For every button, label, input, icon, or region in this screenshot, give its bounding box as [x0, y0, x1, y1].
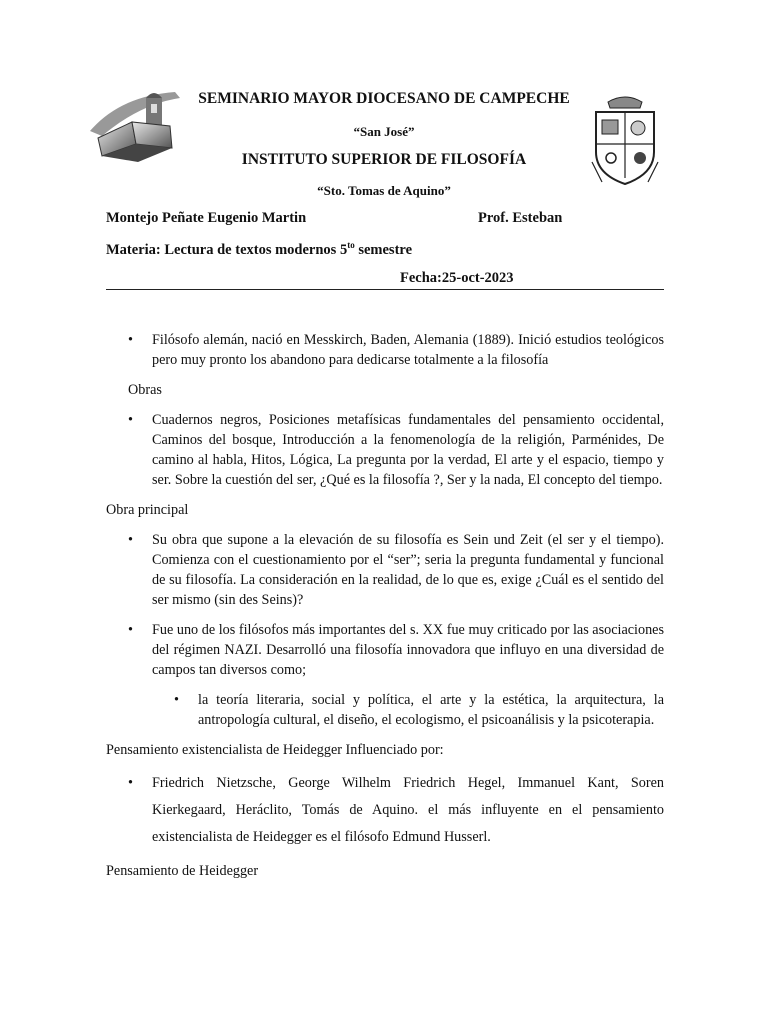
document-body: [106, 330, 664, 891]
institute-subtitle: “Sto. Tomas de Aquino”: [317, 183, 451, 198]
professor-name: Prof. Esteban: [478, 210, 563, 226]
influences-heading: Pensamiento existencialista de Heidegger Influenciado por:: [106, 742, 444, 758]
main-work-heading: Obra principal: [106, 502, 189, 518]
thought-heading: Pensamiento de Heidegger: [106, 863, 259, 879]
works-heading: Obras: [128, 382, 162, 398]
date: Fecha:25-oct-2023: [400, 270, 514, 286]
main-work-paragraph: • Su obra que supone a la elevación de su filosofía es Sein und Zeit (el ser y el tiempo). Comienza con el cuestionamiento por el “ser”; seria la pregunta fundamental y funcional de su filosofía. La consideración en la realidad, de lo que es, exige ¿Cuál es el sentido del ser mismo (sin des Seins)?: [106, 530, 664, 610]
student-name: Montejo Peñate Eugenio Martin: [106, 210, 307, 226]
institute-name: INSTITUTO SUPERIOR DE FILOSOFÍA: [241, 151, 527, 168]
fields-paragraph: • la teoría literaria, social y política, el arte y la estética, la arquitectura, la antropología cultural, el diseño, el ecologismo, el psicoanálisis y la psicoterapia.: [106, 690, 664, 730]
bio-paragraph: • Filósofo alemán, nació en Messkirch, Baden, Alemania (1889). Inició estudios teológicos pero muy pronto los abandono para dedicarse totalmente a la filosofía: [106, 330, 664, 370]
institution-subtitle: “San José”: [353, 124, 415, 139]
works-paragraph: • Cuadernos negros, Posiciones metafísicas fundamentales del pensamiento occidental, Caminos del bosque, Introducción a la fenomenología de la religión, Parménides, De camino al habla, Hitos, Lógica, La pregunta por la verdad, El arte y el espacio, tiempo y ser. Sobre la cuestión del ser, ¿Qué es la filosofía ?, Ser y la nada, El concepto del tiempo.: [106, 410, 664, 490]
influences-paragraph: • Friedrich Nietzsche, George Wilhelm Friedrich Hegel, Immanuel Kant, Soren Kierkegaard, Heráclito, Tomás de Aquino. el más influyente en el pensamiento existencialista de Heidegger es el filósofo Edmund Husserl.: [106, 770, 664, 851]
importance-paragraph: • Fue uno de los filósofos más importantes del s. XX fue muy criticado por las asociaciones del régimen NAZI. Desarrolló una filosofía innovadora que influyo en una diversidad de campos tan diversos como;: [106, 620, 664, 680]
institution-name: SEMINARIO MAYOR DIOCESANO DE CAMPECHE: [198, 90, 570, 107]
header-divider: [106, 289, 664, 290]
subject-line: Materia: Lectura de textos modernos $5^{to}$ semestre: [106, 240, 413, 258]
